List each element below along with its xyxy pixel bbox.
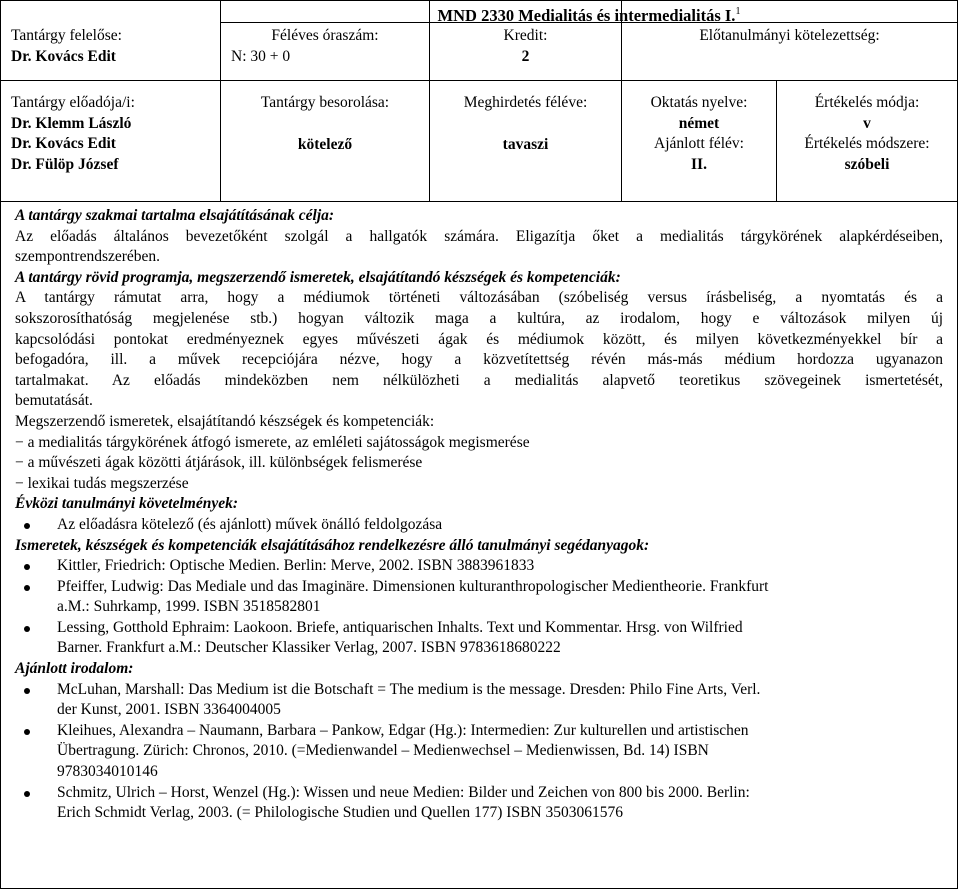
assessment-cell: [777, 81, 957, 201]
material-line: a.M.: Suhrkamp, 1999. ISBN 3518582801: [57, 598, 321, 616]
hours-value: N: 30 + 0: [231, 47, 291, 65]
bullet-icon: [24, 688, 30, 694]
reading-line: Erich Schmidt Verlag, 2003. (= Philologische Studien und Quellen 177) ISBN 3503061576: [57, 804, 623, 822]
reading-list: [15, 680, 943, 824]
responsible-label: Tantárgy felelőse:: [11, 27, 122, 44]
material-line: Kittler, Friedrich: Optische Medien. Berlin: Merve, 2002. ISBN 3883961833: [57, 557, 535, 575]
hours-label: Féléves óraszám:: [271, 27, 379, 44]
reading-heading: Ajánlott irodalom:: [15, 660, 134, 678]
lecturer-1: Dr. Klemm László: [11, 114, 132, 132]
credit-value: 2: [521, 47, 530, 65]
program-line: A tantárgy rámutat arra, hogy a médiumok történeti változásában (szóbeliség versus írásbeliség, a nyomtatás és a: [15, 289, 943, 307]
hours-cell: [221, 1, 430, 80]
assessment-value: v: [863, 114, 871, 132]
category-value: kötelező: [297, 135, 353, 153]
responsible-name: Dr. Kovács Edit: [11, 47, 116, 65]
list-item: [15, 556, 943, 577]
lecturers-label: Tantárgy előadója/i:: [11, 94, 135, 111]
assessment-method-value: szóbeli: [844, 155, 890, 173]
competence-item: − lexikai tudás megszerzése: [15, 474, 189, 492]
reading-line: McLuhan, Marshall: Das Medium ist die Botschaft = The medium is the message. Dresden: Philo Fine Arts, Verl.: [57, 680, 761, 698]
materials-list: [15, 556, 943, 659]
list-item: [15, 721, 943, 783]
material-line: Lessing, Gotthold Ephraim: Laokoon. Briefe, antiquarischen Inhalts. Text und Kommentar. Hrsg. von Wilfried: [57, 618, 743, 636]
list-item: [15, 680, 943, 721]
program-line: befogadóra, ill. a művek recepciójára nézve, hogy a közvetítettség révén más-más médium hordozza ugyanazon: [15, 351, 943, 369]
semester-value: tavaszi: [502, 135, 549, 153]
course-content: [1, 202, 957, 824]
program-line: sokszorosíthatóság megjelenése stb.) hogyan változik maga a kultúra, az irodalom, hogy e változások milyen új: [15, 309, 943, 327]
list-item: [15, 618, 943, 659]
assessment-method-label: Értékelés módszere:: [804, 135, 930, 153]
bullet-icon: [24, 523, 30, 529]
language-cell: [622, 81, 777, 201]
program-line: tartalmakat. Az előadás mindeközben nem nélkülözheti a medialitás alapvető teoretikus szövegeinek ismertetését,: [15, 371, 943, 389]
list-item: [15, 783, 943, 824]
requirements-list: [15, 515, 943, 536]
lecturer-3: Dr. Fülöp József: [11, 155, 119, 173]
semester-label: Meghirdetés féléve:: [463, 94, 588, 111]
goal-line-2: szempontrendszerében.: [15, 248, 161, 266]
responsible-cell: [1, 1, 221, 80]
bullet-icon: [24, 729, 30, 735]
material-line: Pfeiffer, Ludwig: Das Mediale und das Imaginäre. Dimensionen kulturanthropologischer Medientheorie. Frankfurt: [57, 577, 769, 595]
requirements-heading: Évközi tanulmányi követelmények:: [15, 495, 239, 513]
credit-cell: [430, 1, 622, 80]
language-value: német: [678, 114, 720, 132]
credit-label: Kredit:: [503, 27, 548, 44]
program-last-line: bemutatását.: [15, 392, 93, 410]
header-row-1: [1, 1, 957, 81]
list-item: [15, 515, 943, 536]
reading-line: 9783034010146: [57, 763, 158, 781]
material-line: Barner. Frankfurt a.M.: Deutscher Klassiker Verlag, 2007. ISBN 9783618680222: [57, 639, 561, 657]
materials-heading: Ismeretek, készségek és kompetenciák elsajátításához rendelkezésre álló tanulmányi segédanyagok:: [15, 536, 650, 554]
semester-cell: [430, 81, 622, 201]
course-title-text: MND 2330 Medialitás és intermedialitás I.: [437, 6, 736, 25]
list-item: [15, 577, 943, 618]
reading-line: der Kunst, 2001. ISBN 3364004005: [57, 701, 281, 719]
requirement-text: Az előadásra kötelező (és ajánlott) művek önálló feldolgozása: [57, 515, 443, 533]
category-cell: [221, 81, 430, 201]
recommended-label: Ajánlott félév:: [654, 135, 744, 153]
lecturer-2: Dr. Kovács Edit: [11, 135, 116, 153]
prereq-label: Előtanulmányi kötelezettség:: [699, 27, 880, 44]
reading-line: Kleihues, Alexandra – Naumann, Barbara – Pankow, Edgar (Hg.): Intermedien: Zur kulturellen und artistischen: [57, 721, 749, 739]
competence-item: − a művészeti ágak közötti átjárások, ill. különbségek felismerése: [15, 454, 423, 472]
prereq-cell: [622, 1, 957, 80]
reading-line: Übertragung. Zürich: Chronos, 2010. (=Medienwandel – Medienwechsel – Medienwissen, Bd. 14) ISBN: [57, 742, 709, 760]
competence-item: − a medialitás tárgykörének átfogó ismerete, az emléleti sajátosságok megismerése: [15, 433, 530, 451]
language-label: Oktatás nyelve:: [650, 94, 748, 111]
header-row-2: [1, 81, 957, 202]
bullet-icon: [24, 585, 30, 591]
assessment-label: Értékelés módja:: [814, 94, 920, 111]
recommended-value: II.: [691, 155, 707, 173]
category-label: Tantárgy besorolása:: [260, 94, 390, 111]
bullet-icon: [24, 791, 30, 797]
competences-heading: Megszerzendő ismeretek, elsajátítandó készségek és kompetenciák:: [15, 412, 435, 430]
footnote-marker: 1: [735, 6, 741, 17]
program-heading: A tantárgy rövid programja, megszerzendő ismeretek, elsajátítandó készségek és kompetenciák:: [15, 268, 621, 286]
goal-line-1: Az előadás általános bevezetőként szolgál a hallgatók számára. Eligazítja őket a medialitás tárgykörének alapkérdéseiben,: [15, 227, 943, 245]
bullet-icon: [24, 626, 30, 632]
reading-line: Schmitz, Ulrich – Horst, Wenzel (Hg.): Wissen und neue Medien: Bilder und Zeichen von 800 bis 2000. Berlin:: [57, 783, 750, 801]
bullet-icon: [24, 564, 30, 570]
lecturers-cell: [1, 81, 221, 201]
program-line: kapcsolódási pontokat eredményeznek egyes művészeti ágak és médiumok között, és milyen következményekkel bír a: [15, 330, 943, 348]
goal-heading: A tantárgy szakmai tartalma elsajátításának célja:: [15, 207, 335, 224]
